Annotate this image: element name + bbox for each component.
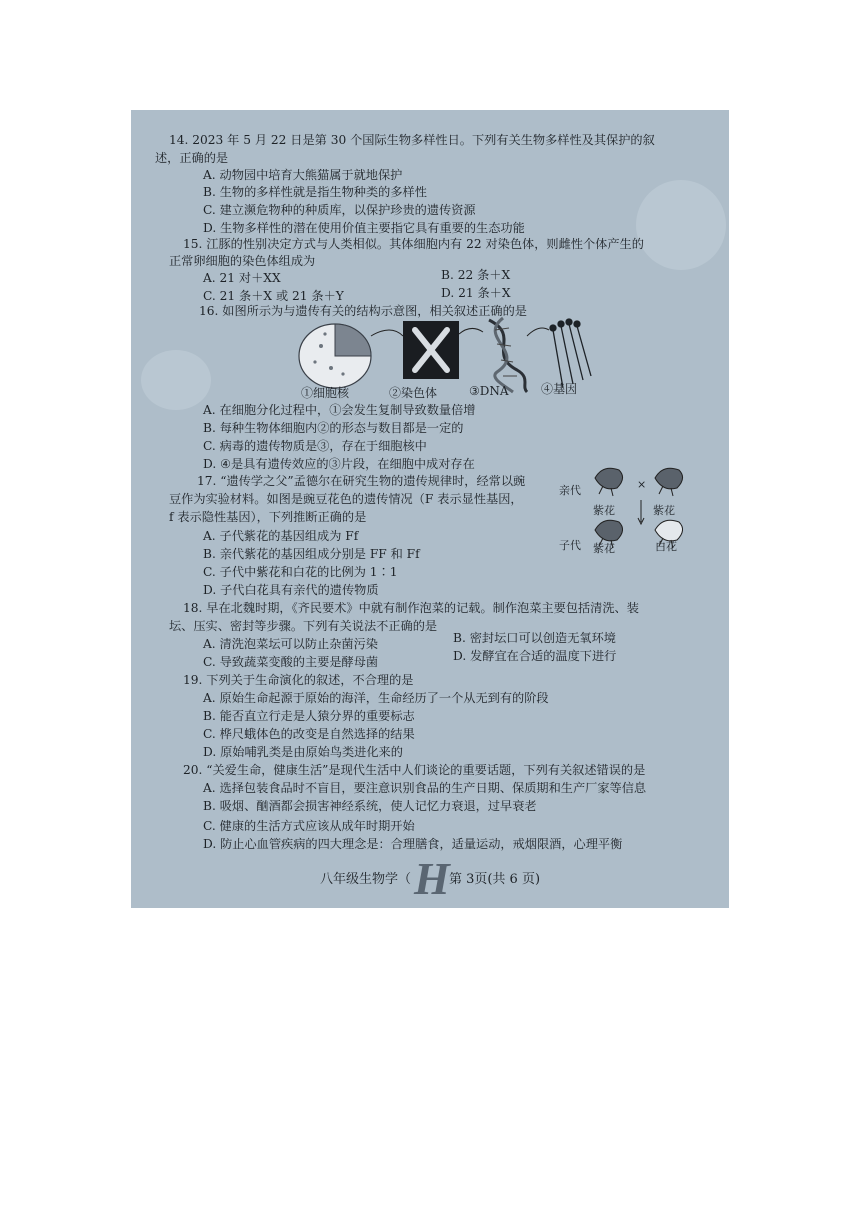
exam-page [131,110,729,908]
q17-option-a: A. 子代紫花的基因组成为 Ff [203,529,359,543]
label-nucleus: ①细胞核 [301,386,350,400]
q16-option-d: D. ④是具有遗传效应的③片段，在细胞中成对存在 [203,457,475,471]
q17-option-c: C. 子代中紫花和白花的比例为 1∶1 [203,565,398,579]
q15-option-a: A. 21 对＋XX [203,271,281,285]
q19-option-d: D. 原始哺乳类是由原始鸟类进化来的 [203,745,403,759]
q14-option-c: C. 建立濒危物种的种质库，以保护珍贵的遗传资源 [203,203,476,217]
paper-stain [636,180,726,270]
q14-option-b: B. 生物的多样性就是指生物种类的多样性 [203,185,427,199]
q18-stem-line1: 18. 早在北魏时期，《齐民要术》中就有制作泡菜的记载。制作泡菜主要包括清洗、装 [183,601,639,615]
label-purple-parent1: 紫花 [593,504,615,517]
gene-illustration [550,319,591,388]
q19-option-a: A. 原始生命起源于原始的海洋，生命经历了一个从无到有的阶段 [203,691,549,705]
pea-flower-icon [595,468,623,496]
q14-option-d: D. 生物多样性的潜在使用价值主要指它具有重要的生态功能 [203,221,525,235]
dna-illustration [489,318,527,392]
q16-option-a: A. 在细胞分化过程中，①会发生复制导致数量倍增 [203,403,476,417]
q20-option-d: D. 防止心血管疾病的四大理念是：合理膳食，适量运动，戒烟限酒，心理平衡 [203,837,623,851]
q17-option-d: D. 子代白花具有亲代的遗传物质 [203,583,379,597]
q16-option-b: B. 每种生物体细胞内②的形态与数目都是一定的 [203,421,464,435]
q17-stem-line3: f 表示隐性基因），下列推断正确的是 [169,510,367,524]
q17-stem-line2: 豆作为实验材料。如图是豌豆花色的遗传情况（F 表示显性基因， [169,492,523,506]
arrow-2 [459,328,483,334]
q20-option-b: B. 吸烟、酗酒都会损害神经系统，使人记忆力衰退，过早衰老 [203,799,537,813]
q15-option-d: D. 21 条＋X [441,286,511,300]
q19-stem: 19. 下列关于生命演化的叙述，不合理的是 [183,673,414,687]
q19-option-b: B. 能否直立行走是人猿分界的重要标志 [203,709,415,723]
q17-option-b: B. 亲代紫花的基因组成分别是 FF 和 Ff [203,547,420,561]
q15-stem-line2: 正常卵细胞的染色体组成为 [169,254,316,268]
label-white-child: 白花 [655,540,677,553]
label-parent: 亲代 [559,484,581,497]
q20-stem: 20. “关爱生命，健康生活”是现代生活中人们谈论的重要话题，下列有关叙述错误的是 [183,763,646,777]
watermark-logo: H [414,853,450,904]
q16-option-c: C. 病毒的遗传物质是③，存在于细胞核中 [203,439,427,453]
label-gene: ④基因 [541,382,578,396]
q14-option-a: A. 动物园中培育大熊猫属于就地保护 [203,168,403,182]
label-chromosome: ②染色体 [389,386,438,400]
arrow-1 [371,330,403,336]
q19-option-c: C. 桦尺蛾体色的改变是自然选择的结果 [203,727,415,741]
q15-option-c: C. 21 条＋X 或 21 条＋Y [203,289,344,303]
footer-page-number: 第 3页(共 6 页) [448,872,541,887]
label-child: 子代 [559,539,581,552]
q15-option-b: B. 22 条＋X [441,268,511,282]
label-purple-child: 紫花 [593,542,615,555]
nucleus-illustration [299,324,371,388]
footer-subject: 八年级生物学（ [319,872,411,887]
q18-option-c: C. 导致蔬菜变酸的主要是酵母菌 [203,655,379,669]
paper-stain [141,350,211,410]
q18-stem-line2: 坛、压实、密封等步骤。下列有关说法不正确的是 [169,619,438,633]
q15-stem-line1: 15. 江豚的性别决定方式与人类相似。其体细胞内有 22 对染色体，则雌性个体产生的 [183,237,644,251]
q17-stem-line1: 17. “遗传学之父”孟德尔在研究生物的遗传规律时，经常以豌 [197,474,526,488]
q16-stem: 16. 如图所示为与遗传有关的结构示意图，相关叙述正确的是 [199,304,527,318]
q18-option-a: A. 清洗泡菜坛可以防止杂菌污染 [203,637,378,651]
cross-symbol: × [637,478,647,491]
q14-stem-line1: 14. 2023 年 5 月 22 日是第 30 个国际生物多样性日。下列有关生物多样性及其保护的叙 [169,133,655,147]
q18-option-b: B. 密封坛口可以创造无氧环境 [453,631,616,645]
q20-option-c: C. 健康的生活方式应该从成年时期开始 [203,819,415,833]
arrow-3 [527,328,549,336]
label-dna: ③DNA [469,384,509,398]
label-purple-parent2: 紫花 [653,504,675,517]
chromosome-illustration [403,321,459,379]
q18-option-d: D. 发酵宜在合适的温度下进行 [453,649,617,663]
q14-stem-line2: 述，正确的是 [155,151,229,165]
pea-flower-icon [655,468,683,496]
q20-option-a: A. 选择包装食品时不盲目，要注意识别食品的生产日期、保质期和生产厂家等信息 [203,781,647,795]
